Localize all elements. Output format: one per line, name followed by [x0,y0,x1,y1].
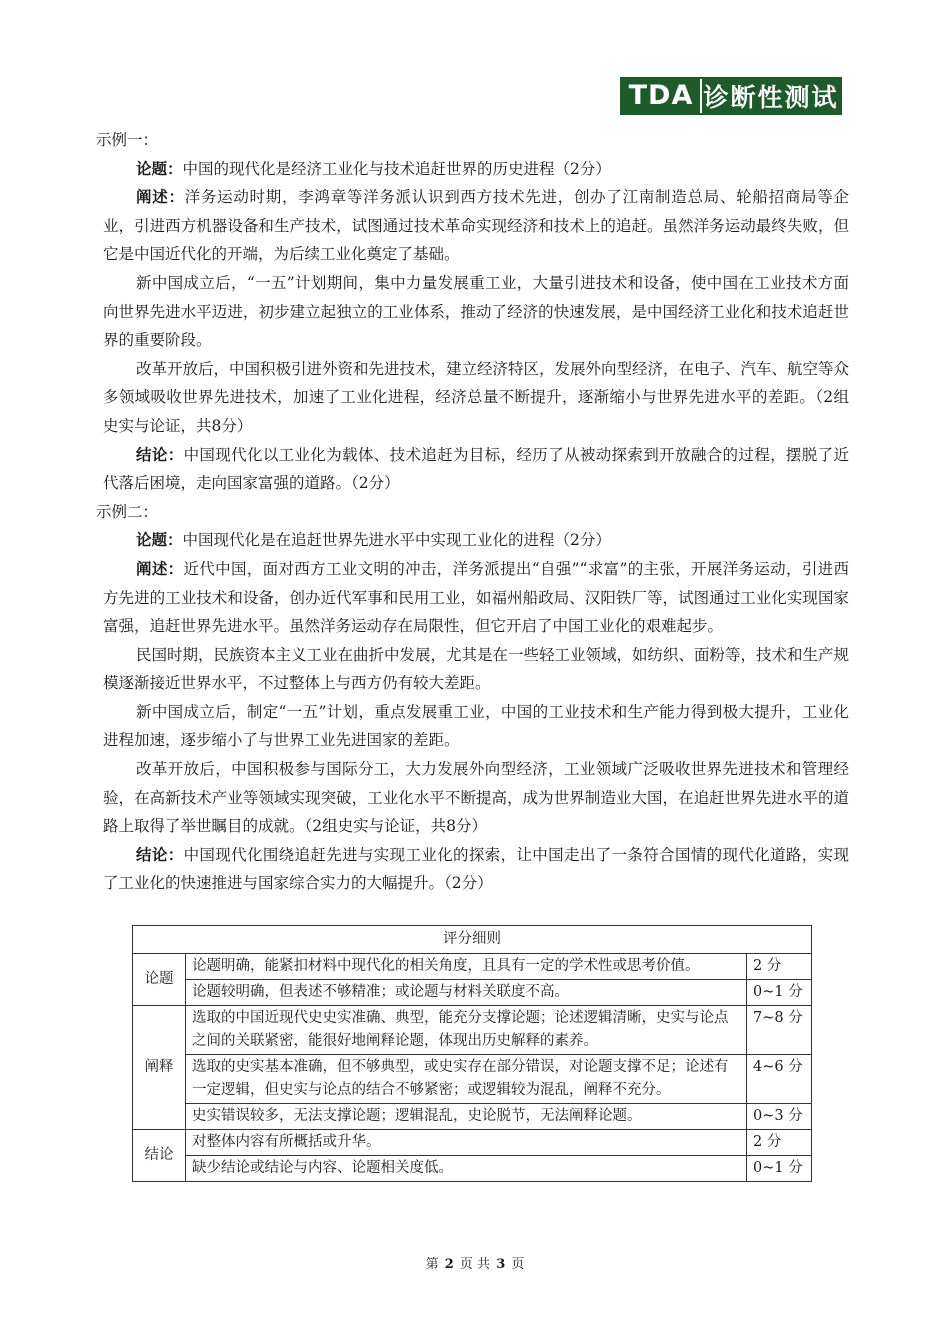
category-conclusion: 结论 [133,1130,186,1182]
rubric-title-row [133,926,812,954]
criterion-score: 4~6 分 [747,1055,812,1104]
table-row [133,954,812,980]
criterion-text: 史实错误较多，无法支撑论题；逻辑混乱，史论脱节，无法阐释论题。 [186,1104,747,1130]
logo-chinese: 诊断性测试 [703,83,839,112]
tda-logo [620,77,842,115]
criterion-text: 选取的中国近现代史史实准确、典型，能充分支撑论题；论述逻辑清晰，史实与论点之间的关联紧密，能很好地阐释论题，体现出历史解释的素养。 [186,1006,747,1055]
logo-latin: TDA [622,79,702,113]
criterion-score: 7~8 分 [747,1006,812,1055]
example1-conclusion: 结论：中国现代化以工业化为载体、技术追赶为目标，经历了从被动探索到开放融合的过程，摆脱了近代落后困境，走向国家富强的道路。（2分） [103,444,849,493]
category-argument: 阐释 [133,1006,186,1130]
table-row [133,980,812,1006]
page-total: 3 [496,1257,506,1272]
thesis-label: 论题： [136,158,183,178]
example1-argument-p2: 新中国成立后，“一五”计划期间，集中力量发展重工业，大量引进技术和设备，使中国在工业技术方面向世界先进水平迈进，初步建立起独立的工业体系，推动了经济的快速发展，是中国经济工业化和技术追赶世界的重要阶段。 [103,273,849,350]
criterion-score: 2 分 [747,954,812,980]
rubric-title: 评分细则 [133,926,812,954]
example2-argument-p2: 民国时期，民族资本主义工业在曲折中发展，尤其是在一些轻工业领域，如纺织、面粉等，技术和生产规模逐渐接近世界水平，不过整体上与西方仍有较大差距。 [103,645,850,693]
criterion-text: 论题明确，能紧扣材料中现代化的相关角度，且具有一定的学术性或思考价值。 [186,954,747,980]
argument-label: 阐述： [136,187,185,207]
criterion-score: 0~1 分 [747,980,812,1006]
criterion-text: 论题较明确，但表述不够精准；或论题与材料关联度不高。 [186,980,747,1006]
page-footer [0,1253,950,1272]
criterion-text: 选取的史实基本准确，但不够典型，或史实存在部分错误，对论题支撑不足；论述有一定逻辑，但史实与论点的结合不够紧密；或逻辑较为混乱，阐释不充分。 [186,1055,747,1104]
table-row [133,1104,812,1130]
example1-argument-p3: 改革开放后，中国积极引进外资和先进技术，建立经济特区，发展外向型经济，在电子、汽车、航空等众多领域吸收世界先进技术，加速了工业化进程，经济总量不断提升，逐渐缩小与世界先进水平的差距。（2组史实与论证，共8分） [103,359,850,435]
criterion-score: 0~3 分 [747,1104,812,1130]
table-row [133,1130,812,1156]
example1-argument: 阐述：洋务运动时期，李鸿章等洋务派认识到西方技术先进，创办了江南制造总局、轮船招商局等企业，引进西方机器设备和生产技术，试图通过技术革命实现经济和技术上的追赶。虽然洋务运动最终失败，但它是中国近代化的开端，为后续工业化奠定了基础。 [103,187,849,264]
footer-suffix: 页 [511,1257,525,1272]
example2-argument-p4: 改革开放后，中国积极参与国际分工，大力发展外向型经济，工业领域广泛吸收世界先进技术和管理经验，在高新技术产业等领域实现突破，工业化水平不断提高，成为世界制造业大国，在追赶世界先进水平的道路上取得了举世瞩目的成就。（2组史实与论证，共8分） [103,760,849,836]
footer-prefix: 第 [425,1257,439,1272]
conclusion-label: 结论： [136,844,184,864]
example1-thesis: 论题：中国的现代化是经济工业化与技术追赶世界的历史进程（2分） [136,158,611,178]
table-row [133,1156,812,1182]
conclusion-label: 结论： [136,444,184,464]
table-row [133,1006,812,1055]
example2-heading: 示例二： [96,502,159,521]
page-number: 2 [444,1257,454,1272]
criterion-text: 对整体内容有所概括或升华。 [186,1130,747,1156]
criterion-text: 缺少结论或结论与内容、论题相关度低。 [186,1156,747,1182]
criterion-score: 2 分 [747,1130,812,1156]
scoring-rubric-table [132,925,812,1182]
thesis-label: 论题： [136,530,183,550]
example2-conclusion: 结论：中国现代化围绕追赶先进与实现工业化的探索，让中国走出了一条符合国情的现代化道路，实现了工业化的快速推进与国家综合实力的大幅提升。（2分） [103,844,849,893]
example2-argument-p3: 新中国成立后，制定“一五”计划，重点发展重工业，中国的工业技术和生产能力得到极大提升，工业化进程加速，逐步缩小了与世界工业先进国家的差距。 [103,702,849,750]
example2-thesis: 论题：中国现代化是在追赶世界先进水平中实现工业化的进程（2分） [136,530,611,550]
example2-argument: 阐述：近代中国，面对西方工业文明的冲击，洋务派提出“自强”“求富”的主张，开展洋务运动，引进西方先进的工业技术和设备，创办近代军事和民用工业，如福州船政局、汉阳铁厂等，试图通过工业化实现国家富强，追赶世界先进水平。虽然洋务运动存在局限性，但它开启了中国工业化的艰难起步。 [103,558,849,636]
table-row [133,1055,812,1104]
answer-content [96,126,850,898]
argument-label: 阐述： [136,558,184,578]
criterion-score: 0~1 分 [747,1156,812,1182]
example1-heading: 示例一： [96,131,159,149]
category-thesis: 论题 [133,954,186,1006]
footer-middle: 页 共 [459,1257,491,1272]
